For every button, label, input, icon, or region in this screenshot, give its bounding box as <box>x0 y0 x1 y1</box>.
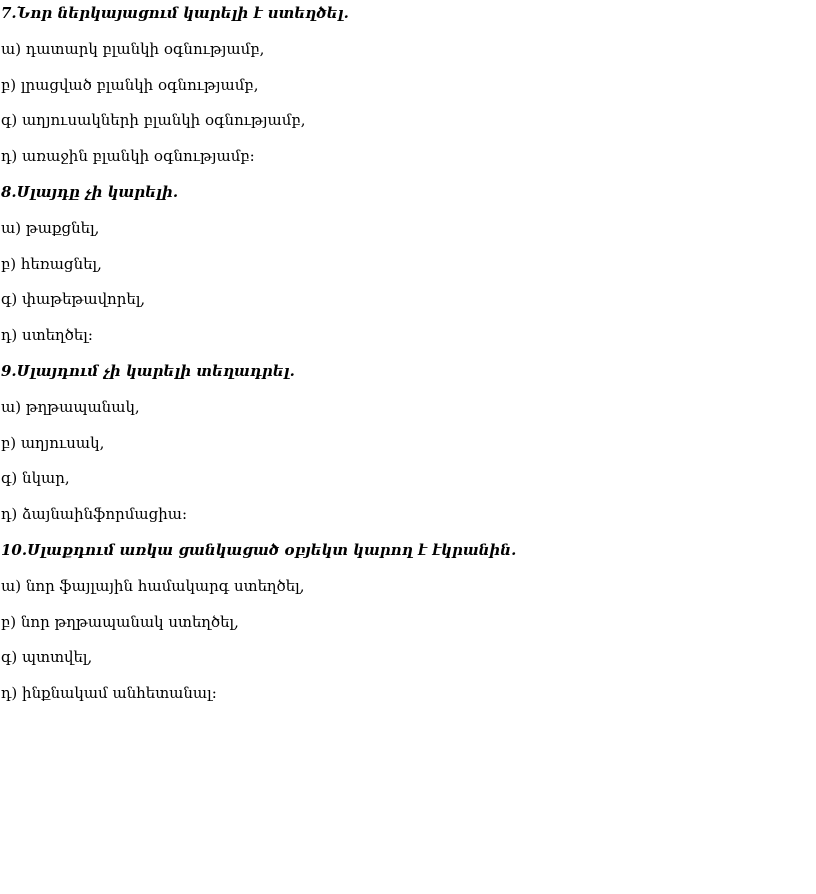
question-10-option-b: բ) նոր թղթապանակ ստեղծել, <box>1 612 239 631</box>
question-9-option-d: դ) ձայնաինֆորմացիա: <box>1 505 188 524</box>
question-8-option-c: գ) փաթեթավորել, <box>1 290 146 309</box>
question-9-option-a: ա) թղթապանակ, <box>1 397 140 416</box>
question-9-option-c: գ) նկար, <box>1 469 70 488</box>
quiz-document <box>1 3 811 719</box>
question-7-option-d: դ) առաջին բլանկի օգնությամբ: <box>1 147 255 166</box>
question-8-text: 8.Սլայդը չի կարելի. <box>1 182 179 201</box>
question-7-text: 7.Նոր ներկայացում կարելի է ստեղծել. <box>1 4 349 22</box>
question-10-option-a: ա) նոր ֆայլային համակարգ ստեղծել, <box>1 576 305 595</box>
question-10-option-c: գ) պտտվել, <box>1 648 93 667</box>
question-7-option-c: գ) աղյուսակների բլանկի օգնությամբ, <box>1 111 306 130</box>
question-8-option-b: բ) հեռացնել, <box>1 254 102 273</box>
question-10-option-d: դ) ինքնակամ անհետանալ: <box>1 684 217 703</box>
question-9-option-b: բ) աղյուսակ, <box>1 433 105 452</box>
question-10-text: 10.Սլաքդում առկա ցանկացած օբյեկտ կարող է էկրանին. <box>1 540 517 559</box>
question-8-option-d: դ) ստեղծել: <box>1 326 93 345</box>
question-7-option-a: ա) դատարկ բլանկի օգնությամբ, <box>1 39 265 58</box>
question-7-option-b: բ) լրացված բլանկի օգնությամբ, <box>1 75 259 94</box>
question-8-option-a: ա) թաքցնել, <box>1 218 100 237</box>
question-9-text: 9.Սլայդում չի կարելի տեղադրել. <box>1 361 295 380</box>
